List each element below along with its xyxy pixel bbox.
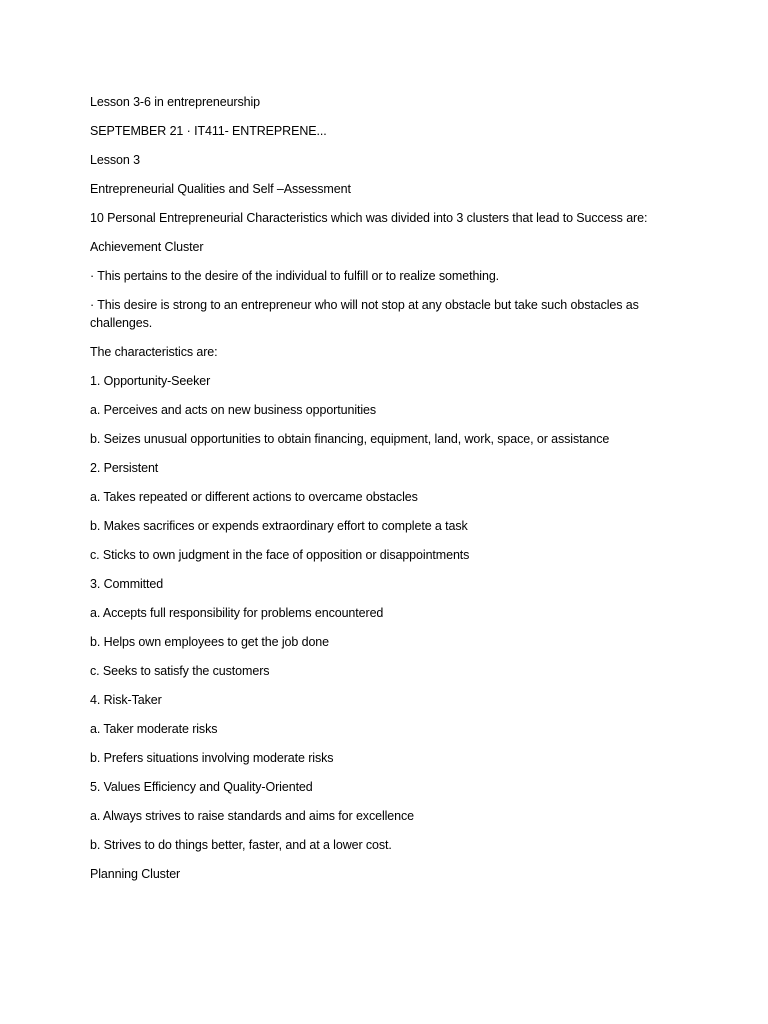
list-item: a. Taker moderate risks [90, 722, 218, 736]
cluster-heading: Achievement Cluster [90, 240, 204, 254]
list-item: a. Accepts full responsibility for problems encountered [90, 606, 384, 620]
list-item: 4. Risk-Taker [90, 693, 162, 707]
lesson-heading: Lesson 3 [90, 153, 140, 167]
cluster-heading: Planning Cluster [90, 867, 181, 881]
bullet-item: · This pertains to the desire of the individual to fulfill or to realize something. [90, 269, 500, 283]
list-item: 5. Values Efficiency and Quality-Oriented [90, 780, 313, 794]
list-item: b. Seizes unusual opportunities to obtain financing, equipment, land, work, space, or assistance [90, 432, 610, 446]
list-item: b. Helps own employees to get the job done [90, 635, 330, 649]
list-item: a. Perceives and acts on new business opportunities [90, 403, 377, 417]
list-item: b. Prefers situations involving moderate risks [90, 751, 334, 765]
list-item: 1. Opportunity-Seeker [90, 374, 211, 388]
paragraph: 10 Personal Entrepreneurial Characteristics which was divided into 3 clusters that lead to Success are: [90, 211, 648, 225]
list-item: a. Takes repeated or different actions to overcame obstacles [90, 490, 418, 504]
document-title: Lesson 3-6 in entrepreneurship [90, 95, 261, 109]
list-item: 2. Persistent [90, 461, 159, 475]
list-item: b. Strives to do things better, faster, and at a lower cost. [90, 838, 392, 852]
section-heading: Entrepreneurial Qualities and Self –Assessment [90, 182, 351, 196]
list-item: a. Always strives to raise standards and aims for excellence [90, 809, 415, 823]
post-date-line: SEPTEMBER 21 · IT411- ENTREPRENE... [90, 124, 327, 138]
list-item: c. Seeks to satisfy the customers [90, 664, 270, 678]
list-item: 3. Committed [90, 577, 164, 591]
paragraph: The characteristics are: [90, 345, 218, 359]
document-body [90, 93, 690, 894]
list-item: c. Sticks to own judgment in the face of opposition or disappointments [90, 548, 470, 562]
list-item: b. Makes sacrifices or expends extraordinary effort to complete a task [90, 519, 468, 533]
bullet-item: · This desire is strong to an entrepreneur who will not stop at any obstacle but take such obstacles as challenges. [90, 298, 639, 330]
